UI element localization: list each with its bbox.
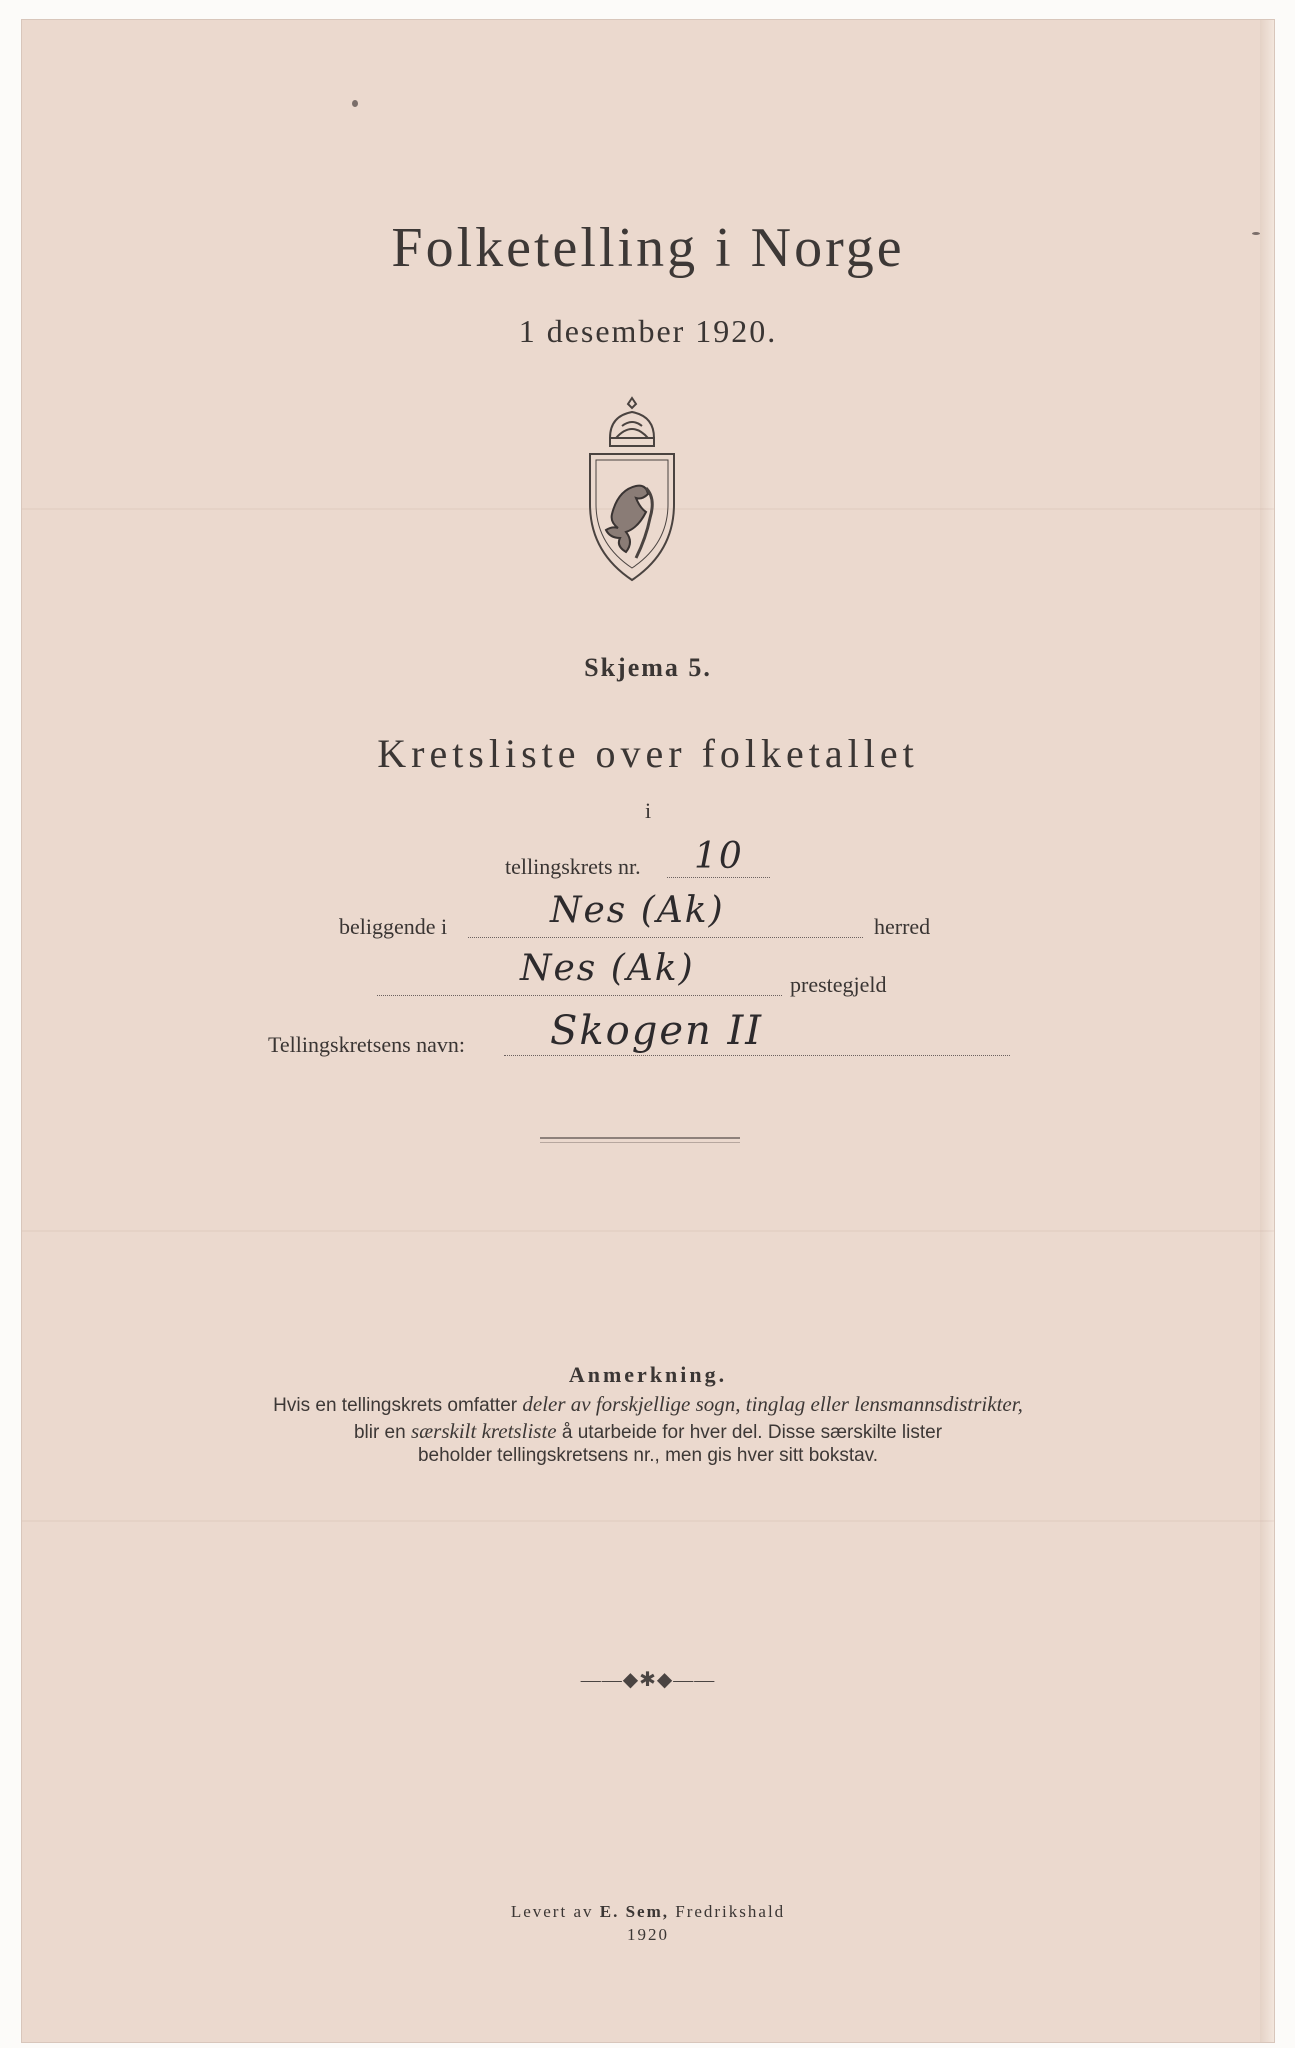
section-divider [540, 1137, 740, 1143]
parish-value: Nes (Ak) [520, 948, 695, 989]
census-form-page [22, 20, 1274, 2042]
located-in-label: beliggende i [339, 914, 448, 939]
fold-line [22, 1230, 1274, 1232]
ink-speck [352, 100, 358, 107]
parish-label: prestegjeld [790, 972, 887, 997]
district-name-field[interactable] [504, 1054, 1010, 1056]
located-in-value: Nes (Ak) [550, 890, 725, 931]
printer-city: Fredrikshald [668, 1902, 786, 1921]
note-line-2 [22, 1419, 1274, 1444]
census-date: 1 desember 1920. [518, 313, 778, 349]
district-number-label: tellingskrets nr. [505, 854, 641, 879]
schema-label: Skjema 5. [584, 653, 712, 682]
note-line-1 [22, 1392, 1274, 1417]
page-title: Folketelling i Norge [391, 217, 905, 279]
located-in-field[interactable] [468, 936, 863, 938]
printer-prefix: Levert av [510, 1902, 600, 1921]
district-name-value: Skogen II [550, 1008, 764, 1054]
ornament-divider: ——◆✱◆—— [580, 1669, 716, 1691]
in-word: i [644, 798, 652, 823]
parish-field[interactable] [377, 994, 782, 996]
list-title: Kretsliste over folketallet [377, 731, 919, 776]
norwegian-coat-of-arms-icon [582, 394, 682, 584]
note-heading: Anmerkning. [568, 1362, 728, 1387]
printer-line [22, 1902, 1274, 1922]
district-name-label: Tellingskretsens navn: [268, 1032, 466, 1057]
note-line-3: beholder tellingskretsens nr., men gis hver sitt bokstav. [417, 1445, 879, 1466]
district-number-value: 10 [694, 836, 744, 877]
note-emphasis: særskilt kretsliste [410, 1419, 557, 1443]
note-emphasis: deler av forskjellige sogn, tinglag eller lensmannsdistrikter, [522, 1392, 1023, 1416]
fold-line [22, 1520, 1274, 1522]
note-text: blir en [353, 1422, 411, 1443]
note-text: Hvis en tellingskrets omfatter [273, 1395, 523, 1416]
herred-label: herred [874, 914, 931, 939]
note-text: å utarbeide for hver del. Disse særskilte lister [556, 1422, 943, 1443]
printer-name: E. Sem, [599, 1902, 669, 1921]
printer-year: 1920 [627, 1925, 669, 1944]
